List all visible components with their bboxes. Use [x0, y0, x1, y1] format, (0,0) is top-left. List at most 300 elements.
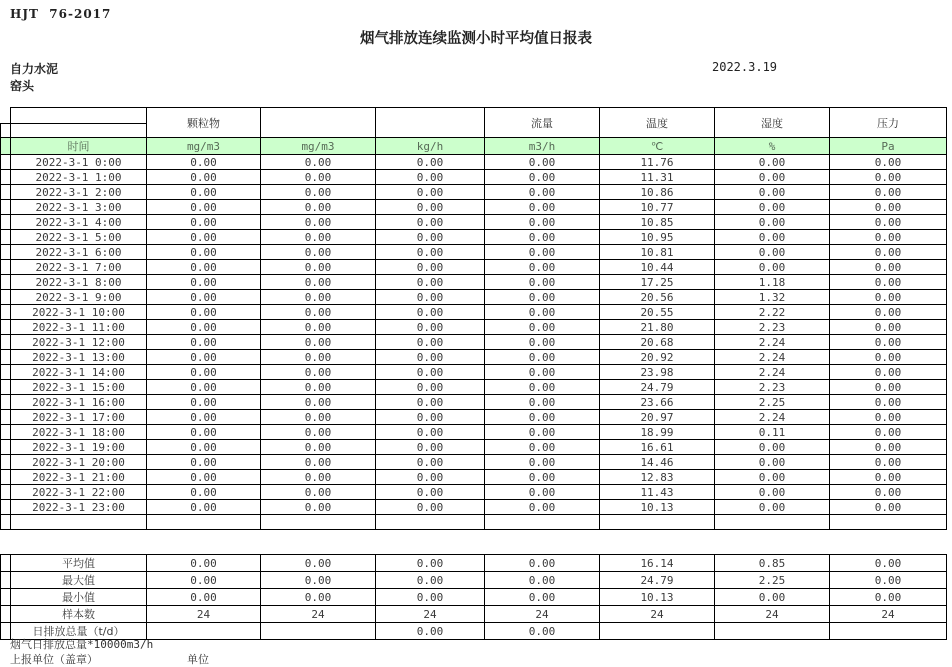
unit-label: 单位 [187, 653, 209, 666]
value-cell: 0.00 [830, 440, 947, 455]
value-cell: 0.00 [261, 245, 376, 260]
hour-rows [1, 155, 947, 515]
value-cell: 0.00 [830, 275, 947, 290]
value-cell: 0.00 [485, 335, 600, 350]
col-group-pressure: 压力 [830, 108, 947, 138]
table-row [1, 215, 947, 230]
value-cell: 0.00 [376, 335, 485, 350]
value-cell: 0.00 [715, 185, 830, 200]
value-cell: 2.24 [715, 365, 830, 380]
summary-value-cell: 0.00 [830, 589, 947, 606]
margin-cell [1, 440, 11, 455]
value-cell: 0.00 [261, 365, 376, 380]
value-cell: 0.00 [485, 425, 600, 440]
margin-cell [1, 170, 11, 185]
value-cell: 0.00 [485, 500, 600, 515]
monitor-point-name: 窑头 [10, 79, 35, 93]
value-cell: 0.00 [715, 470, 830, 485]
value-cell: 0.11 [715, 425, 830, 440]
value-cell: 0.00 [147, 155, 261, 170]
margin-cell [1, 108, 11, 124]
value-cell: 0.00 [485, 155, 600, 170]
margin-cell [1, 606, 11, 623]
value-cell: 0.00 [485, 185, 600, 200]
value-cell: 0.00 [830, 350, 947, 365]
value-cell: 0.00 [830, 335, 947, 350]
value-cell: 0.00 [147, 395, 261, 410]
value-cell: 0.00 [147, 260, 261, 275]
summary-value-cell: 0.00 [147, 555, 261, 572]
summary-value-cell: 24 [600, 606, 715, 623]
value-cell: 0.00 [261, 425, 376, 440]
col-group-blank-1 [261, 108, 376, 138]
summary-row [1, 606, 947, 623]
unit-cell: mg/m3 [261, 138, 376, 155]
value-cell: 0.00 [485, 440, 600, 455]
value-cell: 0.00 [485, 455, 600, 470]
table-row [1, 335, 947, 350]
summary-row [1, 572, 947, 589]
margin-cell [1, 335, 11, 350]
summary-value-cell: 10.13 [600, 589, 715, 606]
margin-cell [1, 350, 11, 365]
value-cell: 0.00 [147, 230, 261, 245]
value-cell: 2.24 [715, 350, 830, 365]
summary-value-cell [261, 623, 376, 640]
table-row [1, 380, 947, 395]
table-row [1, 455, 947, 470]
value-cell: 0.00 [376, 455, 485, 470]
margin-cell [1, 572, 11, 589]
value-cell: 12.83 [600, 470, 715, 485]
value-cell: 0.00 [147, 455, 261, 470]
time-cell: 2022-3-1 9:00 [11, 290, 147, 305]
col-group-temperature: 温度 [600, 108, 715, 138]
summary-rows [1, 555, 947, 640]
summary-value-cell: 24 [830, 606, 947, 623]
table-row [1, 230, 947, 245]
time-cell: 2022-3-1 19:00 [11, 440, 147, 455]
summary-value-cell: 0.00 [485, 623, 600, 640]
value-cell: 0.00 [376, 170, 485, 185]
value-cell: 0.00 [830, 155, 947, 170]
col-group-particulate: 颗粒物 [147, 108, 261, 138]
margin-cell [1, 455, 11, 470]
value-cell: 0.00 [147, 425, 261, 440]
value-cell: 0.00 [376, 395, 485, 410]
value-cell: 0.00 [485, 275, 600, 290]
value-cell: 10.13 [600, 500, 715, 515]
value-cell: 0.00 [830, 290, 947, 305]
table-row [1, 260, 947, 275]
value-cell: 2.25 [715, 395, 830, 410]
summary-value-cell: 24 [147, 606, 261, 623]
summary-label: 样本数 [11, 606, 147, 623]
time-cell: 2022-3-1 6:00 [11, 245, 147, 260]
value-cell: 0.00 [261, 485, 376, 500]
time-cell: 2022-3-1 1:00 [11, 170, 147, 185]
time-cell: 2022-3-1 12:00 [11, 335, 147, 350]
value-cell: 16.61 [600, 440, 715, 455]
summary-value-cell [600, 623, 715, 640]
summary-label: 日排放总量（t/d） [11, 623, 147, 640]
summary-value-cell [147, 623, 261, 640]
value-cell: 0.00 [376, 380, 485, 395]
blank-cell [600, 515, 715, 530]
value-cell: 0.00 [147, 245, 261, 260]
blank-cell [715, 515, 830, 530]
time-cell: 2022-3-1 22:00 [11, 485, 147, 500]
value-cell: 23.98 [600, 365, 715, 380]
value-cell: 0.00 [715, 440, 830, 455]
standard-code: HJT 76-2017 [10, 7, 112, 21]
unit-cell: mg/m3 [147, 138, 261, 155]
summary-value-cell: 2.25 [715, 572, 830, 589]
summary-value-cell: 0.00 [830, 555, 947, 572]
value-cell: 0.00 [147, 350, 261, 365]
value-cell: 0.00 [376, 500, 485, 515]
margin-cell [1, 260, 11, 275]
margin-cell [1, 555, 11, 572]
value-cell: 10.86 [600, 185, 715, 200]
time-cell: 2022-3-1 21:00 [11, 470, 147, 485]
value-cell: 0.00 [830, 305, 947, 320]
margin-cell [1, 365, 11, 380]
margin-cell [1, 305, 11, 320]
summary-value-cell: 0.00 [261, 555, 376, 572]
value-cell: 0.00 [376, 245, 485, 260]
value-cell: 20.55 [600, 305, 715, 320]
value-cell: 0.00 [485, 305, 600, 320]
value-cell: 0.00 [715, 245, 830, 260]
value-cell: 0.00 [376, 350, 485, 365]
value-cell: 1.32 [715, 290, 830, 305]
value-cell: 0.00 [376, 440, 485, 455]
value-cell: 0.00 [261, 440, 376, 455]
value-cell: 0.00 [715, 155, 830, 170]
time-cell: 2022-3-1 16:00 [11, 395, 147, 410]
value-cell: 0.00 [147, 365, 261, 380]
margin-cell [1, 470, 11, 485]
report-date: 2022.3.19 [712, 60, 778, 74]
value-cell: 0.00 [376, 230, 485, 245]
value-cell: 0.00 [830, 200, 947, 215]
value-cell: 17.25 [600, 275, 715, 290]
table-row [1, 485, 947, 500]
summary-label: 最大值 [11, 572, 147, 589]
value-cell: 0.00 [830, 230, 947, 245]
value-cell: 0.00 [376, 320, 485, 335]
value-cell: 0.00 [830, 395, 947, 410]
time-cell: 2022-3-1 5:00 [11, 230, 147, 245]
value-cell: 0.00 [830, 455, 947, 470]
value-cell: 2.22 [715, 305, 830, 320]
margin-cell [1, 380, 11, 395]
time-cell: 2022-3-1 2:00 [11, 185, 147, 200]
value-cell: 0.00 [261, 470, 376, 485]
table-row [1, 170, 947, 185]
margin-cell [1, 275, 11, 290]
time-cell: 2022-3-1 7:00 [11, 260, 147, 275]
value-cell: 0.00 [715, 200, 830, 215]
value-cell: 0.00 [830, 380, 947, 395]
margin-cell [1, 200, 11, 215]
col-group-blank-2 [376, 108, 485, 138]
value-cell: 0.00 [376, 215, 485, 230]
blank-cell [376, 515, 485, 530]
value-cell: 0.00 [485, 410, 600, 425]
value-cell: 0.00 [147, 470, 261, 485]
value-cell: 0.00 [147, 500, 261, 515]
value-cell: 0.00 [261, 380, 376, 395]
summary-value-cell: 0.85 [715, 555, 830, 572]
summary-value-cell: 0.00 [830, 572, 947, 589]
value-cell: 0.00 [376, 290, 485, 305]
value-cell: 10.81 [600, 245, 715, 260]
value-cell: 0.00 [261, 260, 376, 275]
unit-cell: m3/h [485, 138, 600, 155]
table-row [1, 320, 947, 335]
value-cell: 0.00 [485, 245, 600, 260]
summary-value-cell [715, 623, 830, 640]
summary-value-cell: 0.00 [376, 623, 485, 640]
unit-cell: kg/h [376, 138, 485, 155]
time-cell: 2022-3-1 8:00 [11, 275, 147, 290]
margin-cell [1, 138, 11, 155]
time-cell: 2022-3-1 23:00 [11, 500, 147, 515]
table-row [1, 440, 947, 455]
value-cell: 10.85 [600, 215, 715, 230]
value-cell: 0.00 [376, 410, 485, 425]
summary-value-cell: 0.00 [376, 572, 485, 589]
table-row [1, 200, 947, 215]
value-cell: 0.00 [830, 470, 947, 485]
value-cell: 23.66 [600, 395, 715, 410]
value-cell: 0.00 [147, 485, 261, 500]
value-cell: 20.56 [600, 290, 715, 305]
time-cell: 2022-3-1 3:00 [11, 200, 147, 215]
value-cell: 0.00 [830, 185, 947, 200]
time-cell: 2022-3-1 4:00 [11, 215, 147, 230]
value-cell: 0.00 [830, 245, 947, 260]
value-cell: 0.00 [147, 170, 261, 185]
unit-cell: % [715, 138, 830, 155]
value-cell: 0.00 [830, 320, 947, 335]
value-cell: 0.00 [147, 305, 261, 320]
value-cell: 0.00 [261, 230, 376, 245]
summary-value-cell: 0.00 [261, 589, 376, 606]
units-row [1, 138, 947, 155]
summary-value-cell: 0.00 [147, 589, 261, 606]
value-cell: 0.00 [715, 500, 830, 515]
time-cell: 2022-3-1 14:00 [11, 365, 147, 380]
value-cell: 0.00 [376, 200, 485, 215]
margin-cell [1, 290, 11, 305]
blank-cell [11, 515, 147, 530]
value-cell: 18.99 [600, 425, 715, 440]
table-row [1, 155, 947, 170]
report-title: 烟气排放连续监测小时平均值日报表 [360, 31, 592, 47]
value-cell: 0.00 [830, 485, 947, 500]
value-cell: 0.00 [485, 485, 600, 500]
summary-label: 最小值 [11, 589, 147, 606]
value-cell: 0.00 [830, 500, 947, 515]
value-cell: 0.00 [485, 320, 600, 335]
margin-cell [1, 485, 11, 500]
table-row [1, 500, 947, 515]
value-cell: 0.00 [830, 365, 947, 380]
value-cell: 0.00 [485, 290, 600, 305]
value-cell: 24.79 [600, 380, 715, 395]
value-cell: 0.00 [261, 290, 376, 305]
summary-table [0, 554, 947, 640]
value-cell: 0.00 [261, 200, 376, 215]
value-cell: 0.00 [261, 335, 376, 350]
summary-value-cell: 0.00 [376, 589, 485, 606]
margin-cell [1, 185, 11, 200]
time-header: 时间 [11, 138, 147, 155]
summary-value-cell: 0.00 [485, 589, 600, 606]
value-cell: 0.00 [261, 350, 376, 365]
company-name: 自力水泥 [10, 62, 59, 76]
margin-cell [1, 515, 11, 530]
summary-value-cell: 0.00 [485, 555, 600, 572]
value-cell: 21.80 [600, 320, 715, 335]
value-cell: 0.00 [147, 440, 261, 455]
summary-label: 平均值 [11, 555, 147, 572]
value-cell: 11.76 [600, 155, 715, 170]
table-row [1, 425, 947, 440]
margin-cell [1, 623, 11, 640]
margin-cell [1, 320, 11, 335]
value-cell: 0.00 [376, 470, 485, 485]
summary-value-cell: 0.00 [376, 555, 485, 572]
table-row [1, 350, 947, 365]
summary-value-cell: 24 [376, 606, 485, 623]
value-cell: 20.68 [600, 335, 715, 350]
value-cell: 0.00 [485, 380, 600, 395]
value-cell: 0.00 [376, 275, 485, 290]
summary-row [1, 555, 947, 572]
table-row [1, 245, 947, 260]
value-cell: 0.00 [147, 335, 261, 350]
margin-cell [1, 155, 11, 170]
summary-value-cell: 0.00 [147, 572, 261, 589]
value-cell: 0.00 [147, 410, 261, 425]
margin-cell [1, 425, 11, 440]
group-header-row [1, 108, 947, 124]
value-cell: 0.00 [715, 485, 830, 500]
summary-value-cell: 0.00 [261, 572, 376, 589]
time-cell: 2022-3-1 17:00 [11, 410, 147, 425]
margin-cell [1, 230, 11, 245]
value-cell: 0.00 [376, 155, 485, 170]
time-cell: 2022-3-1 10:00 [11, 305, 147, 320]
value-cell: 10.77 [600, 200, 715, 215]
value-cell: 0.00 [830, 260, 947, 275]
time-header-spacer [11, 124, 147, 138]
summary-value-cell: 0.00 [715, 589, 830, 606]
time-cell: 2022-3-1 0:00 [11, 155, 147, 170]
summary-value-cell: 24 [485, 606, 600, 623]
value-cell: 0.00 [261, 155, 376, 170]
value-cell: 0.00 [261, 395, 376, 410]
table-row [1, 185, 947, 200]
value-cell: 0.00 [261, 305, 376, 320]
value-cell: 0.00 [485, 170, 600, 185]
value-cell: 0.00 [147, 320, 261, 335]
value-cell: 0.00 [715, 215, 830, 230]
time-cell: 2022-3-1 13:00 [11, 350, 147, 365]
value-cell: 11.43 [600, 485, 715, 500]
table-row [1, 365, 947, 380]
blank-cell [485, 515, 600, 530]
table-row [1, 305, 947, 320]
summary-value-cell: 0.00 [485, 572, 600, 589]
value-cell: 0.00 [147, 275, 261, 290]
summary-value-cell: 24 [261, 606, 376, 623]
summary-value-cell: 16.14 [600, 555, 715, 572]
summary-row [1, 589, 947, 606]
value-cell: 0.00 [485, 260, 600, 275]
value-cell: 2.23 [715, 320, 830, 335]
value-cell: 0.00 [485, 230, 600, 245]
value-cell: 20.97 [600, 410, 715, 425]
table-row [1, 410, 947, 425]
value-cell: 0.00 [485, 365, 600, 380]
margin-cell [1, 124, 11, 138]
value-cell: 0.00 [485, 215, 600, 230]
table-row [1, 275, 947, 290]
summary-value-cell: 24.79 [600, 572, 715, 589]
unit-cell: ℃ [600, 138, 715, 155]
blank-cell [261, 515, 376, 530]
daily-emission-note: 烟气日排放总量*10000m3/h [10, 638, 154, 651]
time-cell: 2022-3-1 18:00 [11, 425, 147, 440]
value-cell: 0.00 [261, 320, 376, 335]
value-cell: 0.00 [261, 410, 376, 425]
value-cell: 0.00 [376, 185, 485, 200]
hourly-data-table [0, 107, 947, 530]
value-cell: 0.00 [715, 455, 830, 470]
value-cell: 0.00 [147, 200, 261, 215]
value-cell: 0.00 [147, 290, 261, 305]
value-cell: 10.44 [600, 260, 715, 275]
value-cell: 0.00 [485, 350, 600, 365]
time-header-spacer [11, 108, 147, 124]
value-cell: 0.00 [376, 305, 485, 320]
margin-cell [1, 215, 11, 230]
empty-row [1, 515, 947, 530]
value-cell: 0.00 [715, 170, 830, 185]
value-cell: 0.00 [261, 185, 376, 200]
blank-cell [830, 515, 947, 530]
col-group-flow: 流量 [485, 108, 600, 138]
value-cell: 2.24 [715, 335, 830, 350]
value-cell: 10.95 [600, 230, 715, 245]
value-cell: 0.00 [376, 365, 485, 380]
margin-cell [1, 500, 11, 515]
value-cell: 1.18 [715, 275, 830, 290]
value-cell: 0.00 [147, 380, 261, 395]
value-cell: 0.00 [376, 425, 485, 440]
blank-cell [147, 515, 261, 530]
reporting-unit-label: 上报单位（盖章） [10, 653, 98, 666]
value-cell: 14.46 [600, 455, 715, 470]
value-cell: 0.00 [147, 185, 261, 200]
value-cell: 0.00 [261, 215, 376, 230]
value-cell: 0.00 [147, 215, 261, 230]
